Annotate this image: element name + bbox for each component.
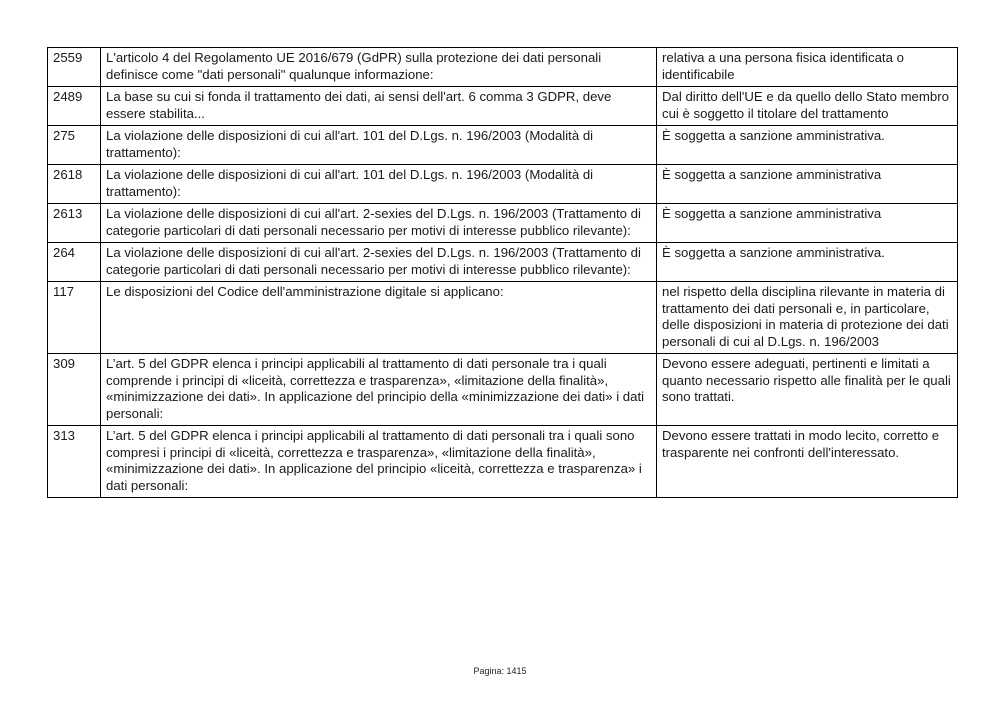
answer-text: nel rispetto della disciplina rilevante in materia di trattamento dei dati personali e, in particolare, delle disposizioni in materia di protezione dei dati personali di cui al D.Lgs. n. 196/2003 — [657, 282, 958, 354]
table-row — [48, 354, 958, 426]
questions-table-body — [48, 48, 958, 498]
question-text: Le disposizioni del Codice dell'amministrazione digitale si applicano: — [101, 282, 657, 354]
table-row — [48, 48, 958, 87]
table-row — [48, 426, 958, 498]
table-row — [48, 165, 958, 204]
question-text: La violazione delle disposizioni di cui all'art. 101 del D.Lgs. n. 196/2003 (Modalità di trattamento): — [101, 165, 657, 204]
answer-text: È soggetta a sanzione amministrativa. — [657, 126, 958, 165]
table-row — [48, 126, 958, 165]
question-id: 313 — [48, 426, 101, 498]
question-text: L’art. 5 del GDPR elenca i principi applicabili al trattamento di dati personali tra i quali sono compresi i principi di «liceità, correttezza e trasparenza», «limitazione della finalità», «minimizzazione dei dati». In applicazione del principio «liceità, correttezza e trasparenza» i dati personali: — [101, 426, 657, 498]
question-text: L'articolo 4 del Regolamento UE 2016/679 (GdPR) sulla protezione dei dati personali definisce come "dati personali" qualunque informazione: — [101, 48, 657, 87]
answer-text: Dal diritto dell'UE e da quello dello Stato membro cui è soggetto il titolare del trattamento — [657, 87, 958, 126]
table-row — [48, 87, 958, 126]
question-id: 2489 — [48, 87, 101, 126]
table-row — [48, 243, 958, 282]
question-id: 309 — [48, 354, 101, 426]
question-text: La violazione delle disposizioni di cui all'art. 2-sexies del D.Lgs. n. 196/2003 (Trattamento di categorie particolari di dati personali necessario per motivi di interesse pubblico rilevante): — [101, 204, 657, 243]
questions-table — [47, 47, 958, 498]
page-number: Pagina: 1415 — [473, 666, 527, 676]
question-text: L’art. 5 del GDPR elenca i principi applicabili al trattamento di dati personale tra i quali comprende i principi di «liceità, correttezza e trasparenza», «limitazione della finalità», «minimizzazione dei dati». In applicazione del principio della «minimizzazione dei dati» i dati personali: — [101, 354, 657, 426]
answer-text: relativa a una persona fisica identificata o identificabile — [657, 48, 958, 87]
question-id: 2618 — [48, 165, 101, 204]
question-id: 275 — [48, 126, 101, 165]
answer-text: È soggetta a sanzione amministrativa. — [657, 243, 958, 282]
answer-text: Devono essere adeguati, pertinenti e limitati a quanto necessario rispetto alle finalità per le quali sono trattati. — [657, 354, 958, 426]
question-text: La base su cui si fonda il trattamento dei dati, ai sensi dell'art. 6 comma 3 GDPR, deve essere stabilita... — [101, 87, 657, 126]
question-id: 2559 — [48, 48, 101, 87]
question-id: 117 — [48, 282, 101, 354]
answer-text: Devono essere trattati in modo lecito, corretto e trasparente nei confronti dell'interessato. — [657, 426, 958, 498]
question-id: 264 — [48, 243, 101, 282]
answer-text: È soggetta a sanzione amministrativa — [657, 204, 958, 243]
question-text: La violazione delle disposizioni di cui all'art. 101 del D.Lgs. n. 196/2003 (Modalità di trattamento): — [101, 126, 657, 165]
answer-text: È soggetta a sanzione amministrativa — [657, 165, 958, 204]
question-text: La violazione delle disposizioni di cui all'art. 2-sexies del D.Lgs. n. 196/2003 (Trattamento di categorie particolari di dati personali necessario per motivi di interesse pubblico rilevante): — [101, 243, 657, 282]
table-row — [48, 204, 958, 243]
table-row — [48, 282, 958, 354]
question-id: 2613 — [48, 204, 101, 243]
